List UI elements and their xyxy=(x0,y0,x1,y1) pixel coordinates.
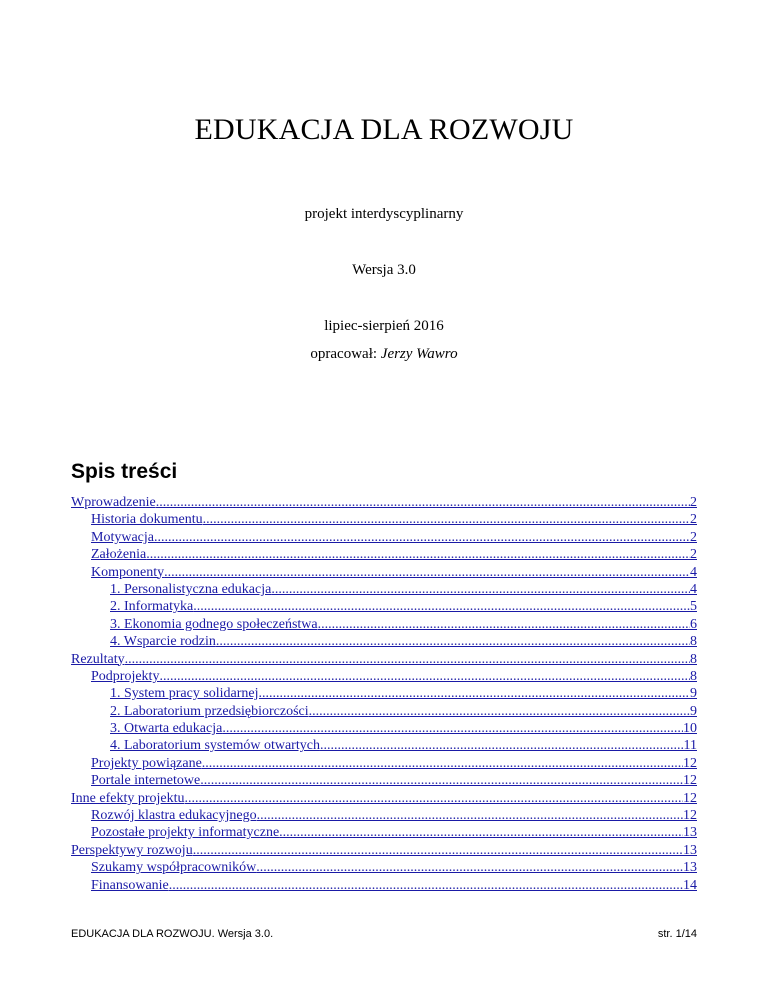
document-author xyxy=(0,346,768,363)
toc-entry-page[interactable]: 2 xyxy=(690,512,697,528)
toc-entry-page[interactable]: 10 xyxy=(683,721,697,737)
toc-entry[interactable] xyxy=(71,564,697,581)
toc-entry[interactable] xyxy=(71,494,697,511)
toc-entry-label[interactable]: Pozostałe projekty informatyczne xyxy=(91,825,280,841)
toc-entry-leader xyxy=(203,511,690,528)
toc-entry-label[interactable]: 3. Otwarta edukacja xyxy=(110,721,223,737)
toc-entry-page[interactable]: 4 xyxy=(690,564,697,580)
toc-entry-leader xyxy=(222,720,683,737)
toc-entry-page[interactable]: 14 xyxy=(683,877,697,893)
toc-entry-page[interactable]: 4 xyxy=(690,581,697,597)
toc-entry-page[interactable]: 12 xyxy=(683,773,697,789)
toc-entry[interactable] xyxy=(71,598,697,615)
author-name: Jerzy Wawro xyxy=(380,346,458,362)
toc-entry-page[interactable]: 6 xyxy=(690,616,697,632)
toc-entry-page[interactable]: 13 xyxy=(683,825,697,841)
toc-entry[interactable] xyxy=(71,737,697,754)
toc-entry-label[interactable]: Finansowanie xyxy=(91,877,169,893)
toc-entry-leader xyxy=(154,529,690,546)
toc-entry-page[interactable]: 2 xyxy=(690,529,697,545)
document-version: Wersja 3.0 xyxy=(352,262,416,278)
toc-entry[interactable] xyxy=(71,807,697,824)
toc-entry[interactable] xyxy=(71,842,697,859)
toc-entry[interactable] xyxy=(71,790,697,807)
document-subtitle: projekt interdyscyplinarny xyxy=(304,206,464,222)
toc-entry-leader xyxy=(156,494,690,511)
toc-entry[interactable] xyxy=(71,529,697,546)
toc-entry-label[interactable]: Wprowadzenie xyxy=(71,495,156,510)
toc-entry-page[interactable]: 12 xyxy=(683,755,697,771)
toc-entry-label[interactable]: Rezultaty xyxy=(71,651,125,667)
toc-entry-leader xyxy=(193,842,683,859)
toc-entry-leader xyxy=(279,824,683,841)
toc-entry[interactable] xyxy=(71,755,697,772)
toc-entry[interactable] xyxy=(71,703,697,720)
toc-entry-page[interactable]: 13 xyxy=(683,860,697,876)
toc-entry[interactable] xyxy=(71,616,697,633)
toc-entry[interactable] xyxy=(71,668,697,685)
toc-entry-label[interactable]: 4. Wsparcie rodzin xyxy=(110,634,216,650)
toc-entry-page[interactable]: 9 xyxy=(690,686,697,702)
toc-entry-label[interactable]: Portale internetowe xyxy=(91,773,201,789)
toc-entry-label[interactable]: 2. Laboratorium przedsiębiorczości xyxy=(110,703,309,719)
toc-entry[interactable] xyxy=(71,877,697,894)
toc-entry-page[interactable]: 8 xyxy=(690,634,697,650)
toc-entry-leader xyxy=(169,877,683,894)
toc-entry-leader xyxy=(271,581,690,598)
table-of-contents xyxy=(71,494,697,894)
toc-entry-label[interactable]: Historia dokumentu xyxy=(91,512,203,528)
toc-entry-page[interactable]: 13 xyxy=(683,842,697,858)
toc-entry-leader xyxy=(318,616,690,633)
toc-entry[interactable] xyxy=(71,511,697,528)
toc-entry[interactable] xyxy=(71,633,697,650)
toc-entry-label[interactable]: Założenia xyxy=(91,547,147,563)
toc-entry-leader xyxy=(309,703,690,720)
toc-entry-leader xyxy=(159,668,690,685)
toc-entry-leader xyxy=(256,859,683,876)
toc-entry-page[interactable]: 2 xyxy=(690,495,697,510)
toc-entry-leader xyxy=(164,564,690,581)
toc-entry-label[interactable]: Motywacja xyxy=(91,529,154,545)
toc-entry-page[interactable]: 12 xyxy=(683,790,697,806)
toc-entry-leader xyxy=(200,772,683,789)
toc-entry-leader xyxy=(259,685,690,702)
toc-entry-page[interactable]: 12 xyxy=(683,808,697,824)
document-date: lipiec-sierpień 2016 xyxy=(324,318,444,334)
toc-entry-page[interactable]: 2 xyxy=(690,547,697,563)
toc-entry-label[interactable]: 1. Personalistyczna edukacja xyxy=(110,581,272,597)
toc-entry-label[interactable]: Perspektywy rozwoju xyxy=(71,842,193,858)
toc-entry-page[interactable]: 11 xyxy=(683,738,697,754)
toc-entry-leader xyxy=(125,651,690,668)
toc-entry[interactable] xyxy=(71,824,697,841)
toc-entry[interactable] xyxy=(71,685,697,702)
toc-entry-leader xyxy=(185,790,683,807)
toc-entry-leader xyxy=(257,807,683,824)
toc-entry-label[interactable]: 4. Laboratorium systemów otwartych xyxy=(110,738,320,754)
toc-entry-label[interactable]: Inne efekty projektu xyxy=(71,790,185,806)
footer-page-number: str. 1/14 xyxy=(657,928,697,940)
toc-entry[interactable] xyxy=(71,859,697,876)
toc-entry-label[interactable]: 3. Ekonomia godnego społeczeństwa xyxy=(110,616,318,632)
toc-entry-page[interactable]: 8 xyxy=(690,651,697,667)
toc-entry[interactable] xyxy=(71,651,697,668)
toc-entry-label[interactable]: Rozwój klastra edukacyjnego xyxy=(91,808,257,824)
toc-entry-page[interactable]: 5 xyxy=(690,599,697,615)
toc-entry-label[interactable]: 1. System pracy solidarnej xyxy=(110,686,259,702)
toc-entry-page[interactable]: 8 xyxy=(690,668,697,684)
toc-entry-leader xyxy=(146,546,690,563)
toc-entry-label[interactable]: Szukamy współpracowników xyxy=(91,860,257,876)
toc-entry-leader xyxy=(320,737,684,754)
toc-entry-leader xyxy=(202,755,683,772)
toc-entry-leader xyxy=(216,633,690,650)
toc-entry-label[interactable]: Podprojekty xyxy=(91,668,160,684)
toc-entry-label[interactable]: Projekty powiązane xyxy=(91,755,202,771)
author-label: opracował: xyxy=(310,346,378,362)
toc-entry[interactable] xyxy=(71,581,697,598)
footer-title: EDUKACJA DLA ROZWOJU. Wersja 3.0. xyxy=(71,928,274,940)
toc-entry-page[interactable]: 9 xyxy=(690,703,697,719)
toc-heading: Spis treści xyxy=(71,460,178,483)
document-title: EDUKACJA DLA ROZWOJU xyxy=(194,113,574,146)
toc-entry-label[interactable]: Komponenty xyxy=(91,564,165,580)
toc-entry[interactable] xyxy=(71,772,697,789)
toc-entry[interactable] xyxy=(71,546,697,563)
toc-entry-label[interactable]: 2. Informatyka xyxy=(110,599,194,615)
toc-entry[interactable] xyxy=(71,720,697,737)
toc-entry-leader xyxy=(193,598,690,615)
